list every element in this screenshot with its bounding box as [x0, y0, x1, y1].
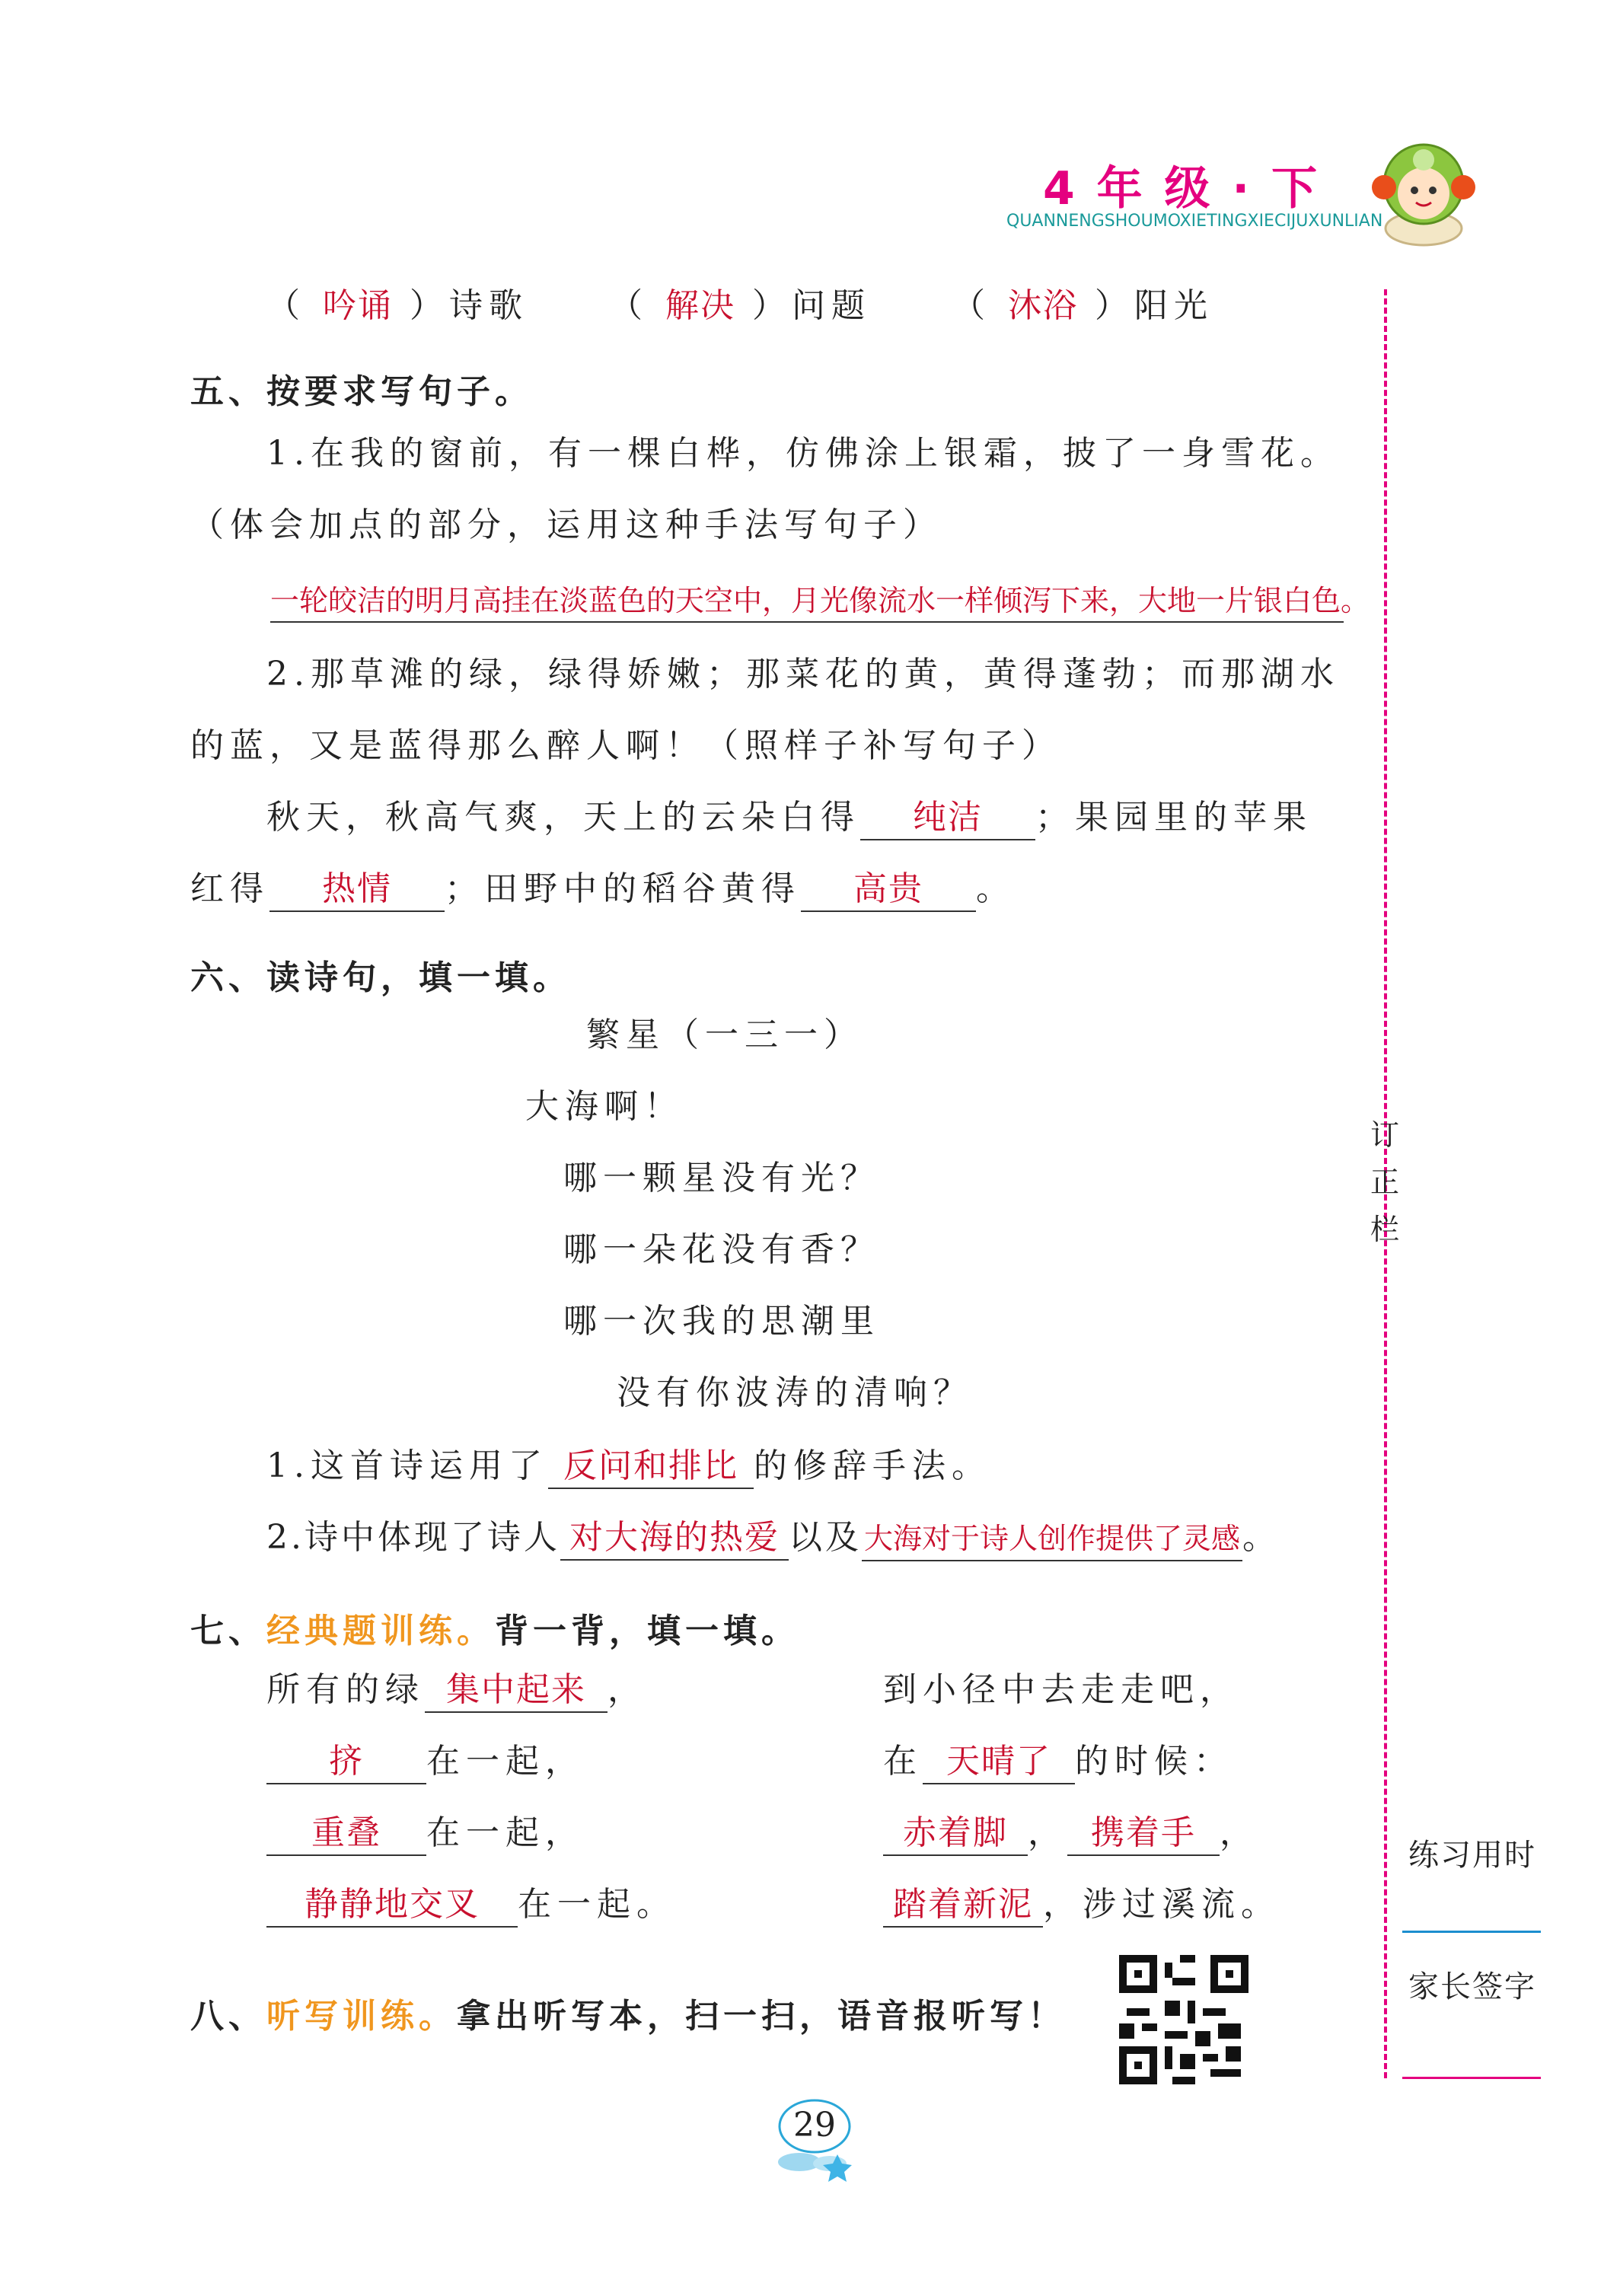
blank[interactable] [548, 1445, 754, 1489]
q4-suffix: 诗歌 [449, 286, 528, 325]
answer-text: 重叠 [311, 1813, 381, 1852]
q5-s1-answer[interactable]: 一轮皎洁的明月高挂在淡蓝色的天空中，月光像流水一样倾泻下来，大地一片银白色。 [270, 580, 1344, 623]
blank[interactable] [266, 1740, 426, 1784]
text: ， [1028, 1813, 1067, 1852]
text: 2.诗中体现了诗人 [266, 1518, 560, 1557]
text: 拿出听写本，扫一扫，语音报听写！ [457, 1997, 1066, 2036]
answer-text: 携着手 [1091, 1813, 1196, 1852]
text: 。 [1242, 1518, 1279, 1557]
poem-line: 哪一次我的思潮里 [563, 1302, 880, 1341]
mascot-icon [1370, 129, 1477, 251]
blank[interactable] [883, 1812, 1028, 1856]
q8-title [190, 1988, 1066, 2037]
correction-char: 正 [1370, 1166, 1400, 1199]
answer-text: 沐浴 [1008, 286, 1078, 325]
answer-text: 纯洁 [913, 798, 983, 837]
answer-text: 集中起来 [446, 1670, 586, 1709]
text: 听写训练。 [266, 1997, 457, 2036]
blank[interactable] [269, 868, 445, 912]
answer-text: 挤 [329, 1742, 364, 1781]
text: ， [1220, 1813, 1259, 1852]
text: 七、 [190, 1612, 266, 1650]
grade-label: 4 年 级 · 下 [1043, 162, 1321, 215]
q5-s2-line1: 2.那草滩的绿，绿得娇嫩；那菜花的黄，黄得蓬勃；而那湖水 [266, 655, 1340, 694]
q4-row-2: （ 解决 ）问题 [609, 286, 871, 325]
q5-s2-line4 [190, 866, 1016, 912]
blank[interactable] [862, 1517, 1242, 1561]
answer-text: 高贵 [853, 869, 923, 908]
blank[interactable] [860, 796, 1035, 840]
text: 秋天，秋高气爽，天上的云朵白得 [266, 798, 860, 837]
answer-text: 反问和排比 [563, 1446, 738, 1485]
text: ，涉过溪流。 [1043, 1885, 1280, 1924]
answer-text: 热情 [322, 869, 392, 908]
page-number: 29 [793, 2106, 836, 2145]
answer-text: 吟诵 [323, 286, 393, 325]
text: 以及 [788, 1518, 862, 1557]
poem-title: 繁星（一三一） [586, 1016, 863, 1054]
correction-char: 栏 [1370, 1213, 1400, 1246]
practice-time-line[interactable] [1402, 1931, 1541, 1933]
q5-s1-line2: （体会加点的部分，运用这种手法写句子） [190, 505, 942, 544]
text: 在 [883, 1742, 923, 1781]
text: 红得 [190, 869, 269, 908]
answer-text: 大海对于诗人创作提供了灵感 [863, 1522, 1240, 1555]
qr-code-icon[interactable] [1119, 1955, 1248, 2084]
answer-text: 静静地交叉 [305, 1885, 480, 1924]
blank[interactable] [560, 1516, 789, 1561]
q6-a2 [266, 1515, 1279, 1561]
parent-sign-label: 家长签字 [1408, 1969, 1536, 2004]
text: 八、 [190, 1997, 266, 2036]
poem-line: 哪一颗星没有光？ [563, 1159, 880, 1197]
text: 所有的绿 [266, 1670, 425, 1709]
poem-line: 大海啊！ [525, 1087, 684, 1126]
q7-left-1 [266, 1667, 647, 1713]
answer-text: 踏着新泥 [893, 1885, 1033, 1924]
q5-s1-line1: 1.在我的窗前，有一棵白桦，仿佛涂上银霜，披了一身雪花。 [266, 434, 1340, 473]
q4-item: （ 吟诵 ）诗歌 [266, 286, 528, 325]
q5-title: 五、按要求写句子。 [190, 372, 533, 411]
q7-left-3 [266, 1810, 585, 1856]
q7-right-4 [883, 1882, 1280, 1928]
blank[interactable] [266, 1812, 426, 1856]
blank[interactable] [425, 1669, 608, 1713]
text: ；果园里的苹果 [1035, 798, 1312, 837]
parent-sign-line[interactable] [1402, 2077, 1541, 2079]
q4-row [266, 283, 528, 329]
q4-row-3: （ 沐浴 ）阳光 [952, 286, 1213, 325]
correction-char: 订 [1370, 1118, 1400, 1152]
text: ， [608, 1670, 647, 1709]
q7-right-3 [883, 1810, 1259, 1856]
q6-a1 [266, 1443, 991, 1489]
answer-text: 对大海的热爱 [569, 1518, 780, 1557]
blank[interactable] [883, 1883, 1043, 1928]
text: ；田野中的稻谷黄得 [445, 869, 801, 908]
text: 经典题训练。 [266, 1612, 495, 1650]
poem-line: 哪一朵花没有香？ [563, 1230, 880, 1269]
text: 的修辞手法。 [753, 1446, 991, 1485]
blank[interactable] [1067, 1812, 1220, 1856]
poem-line: 没有你波涛的清响？ [617, 1373, 973, 1412]
text: 的时候： [1075, 1742, 1233, 1781]
q5-s2-line3 [266, 795, 1312, 840]
answer-text: 赤着脚 [903, 1813, 1008, 1852]
text: 。 [976, 869, 1016, 908]
q7-left-4 [266, 1882, 676, 1928]
q7-right-1: 到小径中去走走吧， [883, 1670, 1239, 1709]
practice-time-label: 练习用时 [1408, 1838, 1536, 1873]
text: 在一起， [426, 1742, 585, 1781]
blank[interactable] [266, 1883, 518, 1928]
correction-column [1370, 1111, 1401, 1253]
text: 在一起， [426, 1813, 585, 1852]
pinyin-subtitle: QUANNENGSHOUMOXIETINGXIECIJUXUNLIAN [1006, 212, 1383, 231]
q7-right-2 [883, 1739, 1233, 1784]
answer-text: 解决 [665, 286, 735, 325]
q5-s2-line2: 的蓝，又是蓝得那么醉人啊！（照样子补写句子） [190, 726, 1061, 765]
answer-text: 天晴了 [946, 1742, 1051, 1781]
text: 在一起。 [518, 1885, 676, 1924]
q6-title: 六、读诗句，填一填。 [190, 958, 571, 997]
text: 背一背，填一填。 [495, 1612, 799, 1650]
q4-suffix: 问题 [792, 286, 871, 325]
text: 1.这首诗运用了 [266, 1446, 548, 1485]
q7-title [190, 1603, 799, 1652]
blank[interactable] [801, 868, 976, 912]
blank[interactable] [923, 1740, 1075, 1784]
q4-suffix: 阳光 [1134, 286, 1213, 325]
q7-left-2 [266, 1739, 585, 1784]
